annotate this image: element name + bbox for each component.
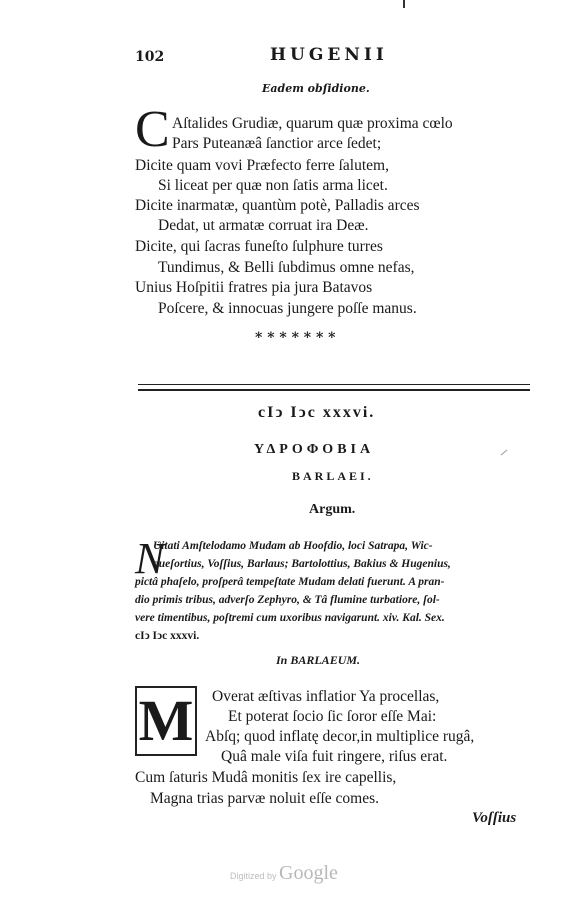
- prose-line: dio primis tribus, adverſo Zephyro, & Tâ flumine turbatiore, ſol-: [135, 594, 440, 606]
- poem-line: Overat æſtivas inflatior Ya procellas,: [212, 688, 440, 705]
- poem-line: Abſq; quod inflatę decor,in multiplice rugâ,: [205, 728, 475, 745]
- poem-line: Cum ſaturis Mudâ monitis ſex ire capellis,: [135, 769, 397, 786]
- poem-heading: In BARLAEUM.: [276, 653, 361, 667]
- page-number: 102: [135, 49, 165, 65]
- verse-line: Dicite, qui ſacras funeſto ſulphure turres: [135, 238, 383, 255]
- running-title: HUGENII: [270, 45, 388, 65]
- argument-label: Argum.: [309, 502, 356, 517]
- date-heading: cIↄ Iↄc xxxvi.: [258, 404, 376, 421]
- greek-title: ΥΔΡΟΦΟΒΙΑ: [254, 442, 375, 457]
- poem-subtitle: Eadem obſidione.: [262, 82, 370, 95]
- ornamental-drop-cap: [135, 686, 197, 756]
- verse-line: Poſcere, & innocuas jungere poſſe manus.: [158, 300, 417, 317]
- asterism-text: * * * * * * *: [255, 330, 336, 346]
- poem-line: Quâ male viſa fuit ringere, riſus erat.: [221, 748, 448, 765]
- signature: Voſſius: [472, 810, 517, 826]
- asterism: [255, 330, 336, 346]
- verse-line: Aſtalides Grudiæ, quarum quæ proxima cœlo: [172, 115, 453, 132]
- prose-line: cIↄ Iↄc xxxvi.: [135, 630, 200, 642]
- prose-line: queſortius, Voſſius, Barlaus; Bartolottius, Bakius & Hugenius,: [153, 558, 451, 570]
- verse-line: Tundimus, & Belli ſubdimus omne nefas,: [158, 259, 415, 276]
- divider-rule: [138, 389, 530, 391]
- poem-line: Et poterat ſocio ſic ſoror eſſe Mai:: [228, 708, 437, 725]
- prose-line: Ʋitati Amſtelodamo Mudam ab Hoofdio, loci Satrapa, Wic-: [153, 540, 433, 552]
- prose-line: pictâ phaſelo, proſperâ tempeſtate Mudam delati fuerunt. A pran-: [135, 576, 445, 588]
- drop-cap-c: C: [135, 101, 170, 158]
- verse-line: Dedat, ut armatæ corruat ira Deæ.: [158, 217, 369, 234]
- prose-line: vere timentibus, poſtremi cum uxoribus navigarunt. xiv. Kal. Sex.: [135, 612, 445, 624]
- verse-line: Dicite inarmatæ, quantùm potè, Palladis arces: [135, 197, 420, 214]
- divider-rule: [138, 384, 530, 385]
- poem-line: Magna trias parvæ noluit eſſe comes.: [150, 790, 379, 807]
- author-name: BARLAEI.: [292, 469, 374, 483]
- digitization-watermark: [230, 862, 338, 885]
- print-mark: [403, 0, 405, 8]
- verse-line: Si liceat per quæ non ſatis arma licet.: [158, 177, 388, 194]
- drop-cap-m: M: [138, 688, 194, 753]
- drop-cap-n: N: [135, 534, 165, 583]
- watermark-prefix: Digitized by: [230, 871, 277, 881]
- margin-mark: [501, 450, 508, 456]
- verse-line: Dicite quam vovi Præfecto ferre ſalutem,: [135, 157, 389, 174]
- google-logo: Google: [279, 862, 338, 884]
- verse-line: Unius Hoſpitii fratres pia jura Batavos: [135, 279, 373, 296]
- verse-line: Pars Puteanæâ ſanctior arce ſedet;: [172, 135, 382, 152]
